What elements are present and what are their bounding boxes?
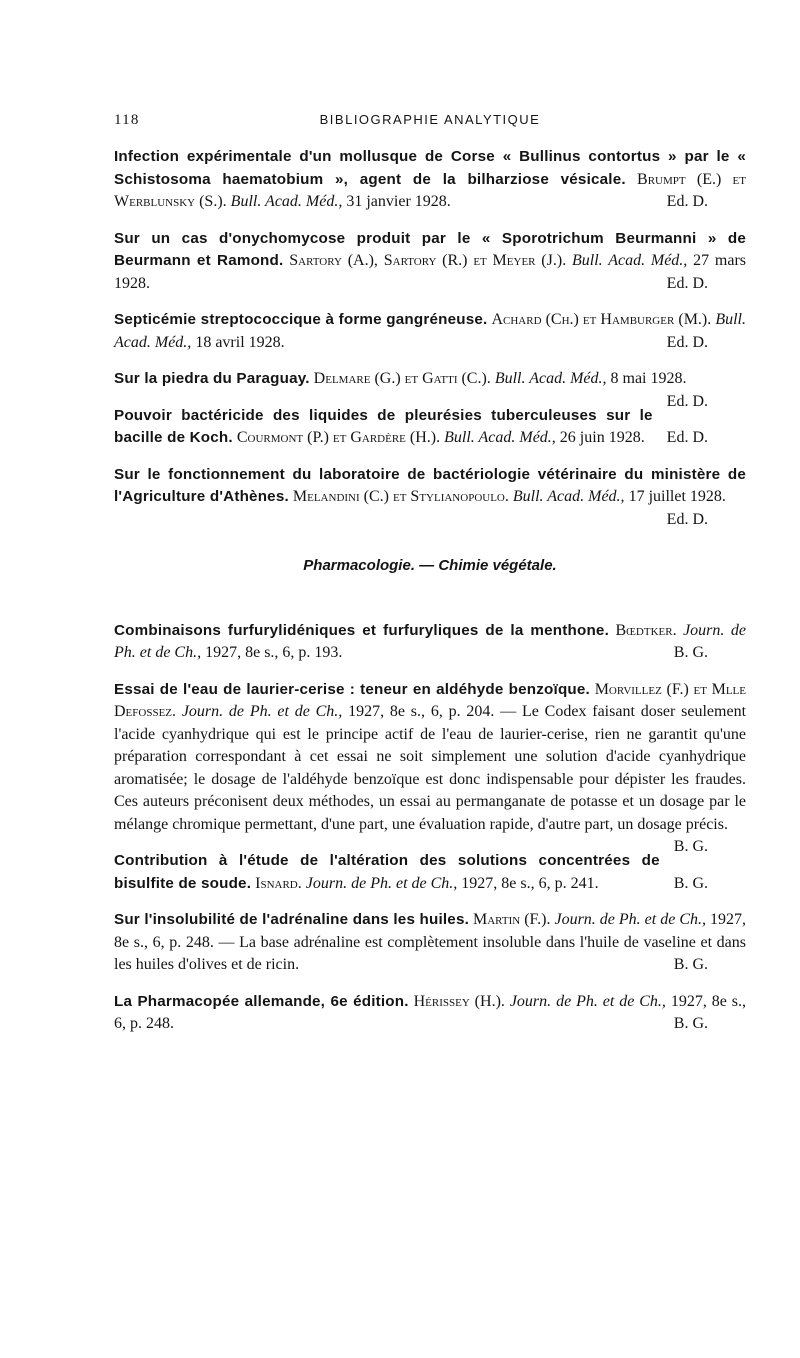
entry-source: Journ. de Ph. et de Ch., bbox=[114, 621, 746, 661]
page bbox=[114, 112, 746, 1036]
entries-pharmacology bbox=[114, 620, 746, 1036]
entry-signature: B. G. bbox=[673, 874, 708, 892]
entry-source: Journ. de Ph. et de Ch., bbox=[181, 703, 343, 720]
entry-signature: Ed. D. bbox=[666, 429, 708, 446]
entry-title: Essai de l'eau de laurier-cerise : teneur en aldéhyde benzoïque. bbox=[114, 680, 590, 698]
entry-signature: B. G. bbox=[673, 956, 708, 973]
bibliography-entry bbox=[114, 405, 746, 450]
entry-date: 1927, 8e s., 6, p. 248. bbox=[114, 992, 747, 1032]
entry-title: Combinaisons furfurylidéniques et furfuryliques de la menthone. bbox=[114, 621, 609, 639]
bibliography-entry bbox=[114, 368, 746, 410]
entry-signature: Ed. D. bbox=[666, 510, 708, 528]
entry-authors: Morvillez (F.) et Mlle Defossez. bbox=[114, 680, 746, 720]
bibliography-entry bbox=[114, 309, 746, 354]
entry-date: 31 janvier 1928. bbox=[346, 193, 451, 210]
running-title: BIBLIOGRAPHIE ANALYTIQUE bbox=[319, 112, 541, 127]
entry-date: 26 juin 1928. bbox=[559, 429, 645, 446]
entry-text: — Le Codex faisant doser seulement l'acide cyanhydrique qui est le principe actif de l'eau de laurier-cerise, rien ne garantit qu'une préparation correspondant à cet essai ne soit simplement une solution d'acide cyanhydrique aromatisée; le dosage de l'aldéhyde benzoïque est donc indispensable pour dépister les fraudes. Ces auteurs préconisent deux méthodes, un essai au permanganate de potasse et un dosage par le mélange chromique permettant, d'une part, une évaluation rapide, d'autre part, un dosage précis. bbox=[114, 703, 747, 833]
entry-authors: Achard (Ch.) et Hamburger (M.). bbox=[491, 311, 712, 328]
entry-text: — La base adrénaline est complètement insoluble dans l'huile de vaseline et dans les huiles d'olives et de ricin. bbox=[114, 933, 746, 973]
entry-source: Journ. de Ph. et de Ch., bbox=[509, 992, 666, 1010]
bibliography-entry bbox=[114, 679, 747, 855]
bibliography-entry bbox=[114, 464, 746, 528]
entry-source: Bull. Acad. Méd., bbox=[444, 429, 556, 446]
entry-title: La Pharmacopée allemande, 6e édition. bbox=[114, 992, 409, 1010]
entry-title: Sur l'insolubilité de l'adrénaline dans les huiles. bbox=[114, 911, 470, 928]
entry-title: Pouvoir bactéricide des liquides de pleurésies tuberculeuses sur le bacille de Koch. bbox=[114, 406, 653, 446]
entry-title: Contribution à l'étude de l'altération des solutions concentrées de bisulfite de soude. bbox=[114, 852, 660, 892]
entry-title: Sur la piedra du Paraguay. bbox=[114, 370, 310, 387]
entry-authors: Isnard. bbox=[255, 874, 302, 892]
entry-authors: Courmont (P.) et Gardère (H.). bbox=[236, 429, 441, 446]
entry-date: 1927, 8e s., 6, p. 248. bbox=[114, 911, 746, 951]
entry-authors: Martin (F.). bbox=[473, 911, 551, 928]
entries-bacteriology bbox=[114, 146, 747, 528]
entry-authors: Melandini (C.) et Stylianopoulo. bbox=[292, 488, 509, 505]
bibliography-entry bbox=[114, 620, 746, 665]
entry-date: 18 avril 1928. bbox=[195, 333, 285, 351]
entry-authors: Brumpt (E.) et Werblunsky (S.). bbox=[114, 170, 746, 210]
entry-source: Bull. Acad. Méd., bbox=[512, 488, 625, 505]
entry-authors: Sartory (A.), Sartory (R.) et Meyer (J.). bbox=[289, 252, 567, 269]
entry-authors: Bœdtker. bbox=[615, 621, 677, 639]
entry-source: Bull. Acad. Méd., bbox=[114, 311, 746, 351]
entry-signature: B. G. bbox=[673, 838, 708, 855]
page-number: 118 bbox=[114, 112, 140, 128]
bibliography-entry bbox=[114, 228, 746, 296]
entry-source: Bull. Acad. Méd., bbox=[230, 193, 343, 210]
bibliography-entry bbox=[114, 146, 746, 214]
entry-date: 1927, 8e s., 6, p. 193. bbox=[205, 644, 343, 661]
entry-title: Septicémie streptococcique à forme gangréneuse. bbox=[114, 311, 488, 328]
entry-authors: Delmare (G.) et Gatti (C.). bbox=[313, 370, 491, 387]
entry-title: Sur un cas d'onychomycose produit par le « Sporotrichum Beurmanni » de Beurmann et Ramond. bbox=[114, 229, 746, 269]
entry-source: Bull. Acad. Méd., bbox=[572, 252, 688, 269]
entry-date: 17 juillet 1928. bbox=[628, 488, 726, 505]
entry-title: Sur le fonctionnement du laboratoire de bactériologie vétérinaire du ministère de l'Agriculture d'Athènes. bbox=[114, 465, 746, 505]
entry-source: Bull. Acad. Méd., bbox=[494, 370, 607, 387]
entry-signature: B. G. bbox=[673, 1015, 708, 1032]
entry-source: Journ. de Ph. et de Ch., bbox=[305, 874, 458, 892]
bibliography-entry bbox=[114, 991, 746, 1036]
entry-signature: B. G. bbox=[673, 644, 708, 661]
section-heading: Pharmacologie. — Chimie végétale. bbox=[303, 556, 557, 574]
entry-date: 1927, 8e s., 6, p. 204. bbox=[348, 703, 495, 720]
entry-date: 1927, 8e s., 6, p. 241. bbox=[461, 874, 599, 892]
bibliography-entry bbox=[114, 909, 746, 977]
entry-signature: Ed. D. bbox=[666, 274, 708, 292]
entry-signature: Ed. D. bbox=[666, 392, 708, 410]
entry-date: 27 mars 1928. bbox=[114, 252, 747, 292]
entry-authors: Hérissey (H.). bbox=[413, 992, 505, 1010]
bibliography-entry bbox=[114, 850, 746, 895]
entry-source: Journ. de Ph. et de Ch., bbox=[554, 911, 706, 928]
entry-signature: Ed. D. bbox=[666, 333, 708, 351]
running-header bbox=[114, 112, 746, 136]
entry-title: Infection expérimentale d'un mollusque de Corse « Bullinus contortus » par le « Schistosoma haematobium », agent de la bilharziose vésicale. bbox=[114, 148, 746, 188]
entry-date: 8 mai 1928. bbox=[610, 370, 687, 387]
entry-signature: Ed. D. bbox=[666, 193, 708, 210]
